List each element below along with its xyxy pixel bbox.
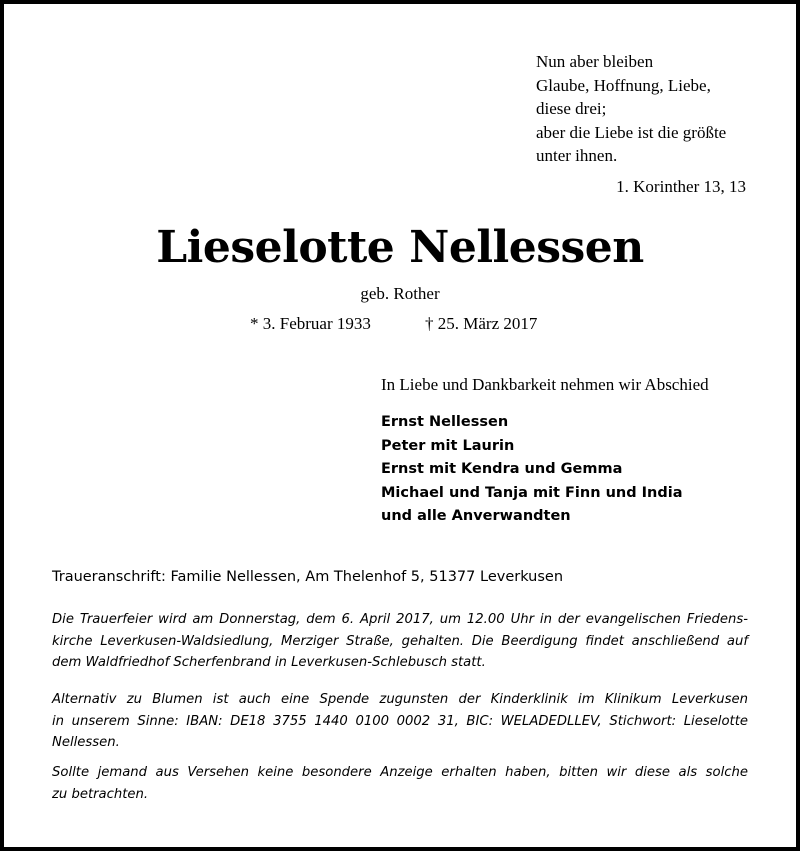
paragraph-line: Sollte jemand aus Versehen keine besondere Anzeige erhalten haben, bitten wir diese als solche [52,765,748,780]
mourner: Peter mit Laurin [381,437,515,454]
verse-reference: 1. Korinther 13, 13 [616,177,746,196]
verse-line: Glaube, Hoffnung, Liebe, [536,75,711,95]
paragraph-line: Nellessen. [52,735,120,750]
paragraph-line: zu betrachten. [52,786,149,802]
birth-date: * 3. Februar 1933 [250,314,371,333]
verse-line: unter ihnen. [536,146,618,166]
notice-paragraph [52,762,748,805]
maiden-name: geb. Rother [360,284,440,303]
paragraph-line: dem Waldfriedhof Scherfenbrand in Leverkusen-Schlebusch statt. [52,655,486,670]
mourners-list [381,411,683,529]
funeral-info-paragraph [52,609,748,674]
paragraph-line: Alternativ zu Blumen ist auch eine Spende zugunsten der Kinderklinik im Klinikum Leverkusen [52,692,748,707]
verse-line: aber die Liebe ist die größte [536,122,727,142]
verse-line: diese drei; [536,99,607,119]
mourner: Ernst mit Kendra und Gemma [381,461,623,478]
verse-line: Nun aber bleiben [536,52,654,71]
mourner: Michael und Tanja mit Finn und India [381,484,683,501]
paragraph-line: Die Trauerfeier wird am Donnerstag, dem 6. April 2017, um 12.00 Uhr in der evangelischen Friedens- [52,612,748,627]
paragraph-line: kirche Leverkusen-Waldsiedlung, Merziger Straße, gehalten. Die Beerdigung findet anschließend auf [52,633,748,649]
mourning-address: Traueranschrift: Familie Nellessen, Am Thelenhof 5, 51377 Leverkusen [52,569,564,585]
farewell-line: In Liebe und Dankbarkeit nehmen wir Abschied [381,375,709,394]
paragraph-line: in unserem Sinne: IBAN: DE18 3755 1440 0100 0002 31, BIC: WELADEDLLEV, Stichwort: Lieselotte [52,713,748,729]
death-date: † 25. März 2017 [425,314,538,333]
mourner: und alle Anverwandten [381,508,571,525]
deceased-name: Lieselotte Nellessen [156,222,644,273]
donation-paragraph [52,689,748,754]
bible-verse [536,50,796,168]
mourner: Ernst Nellessen [381,414,509,430]
